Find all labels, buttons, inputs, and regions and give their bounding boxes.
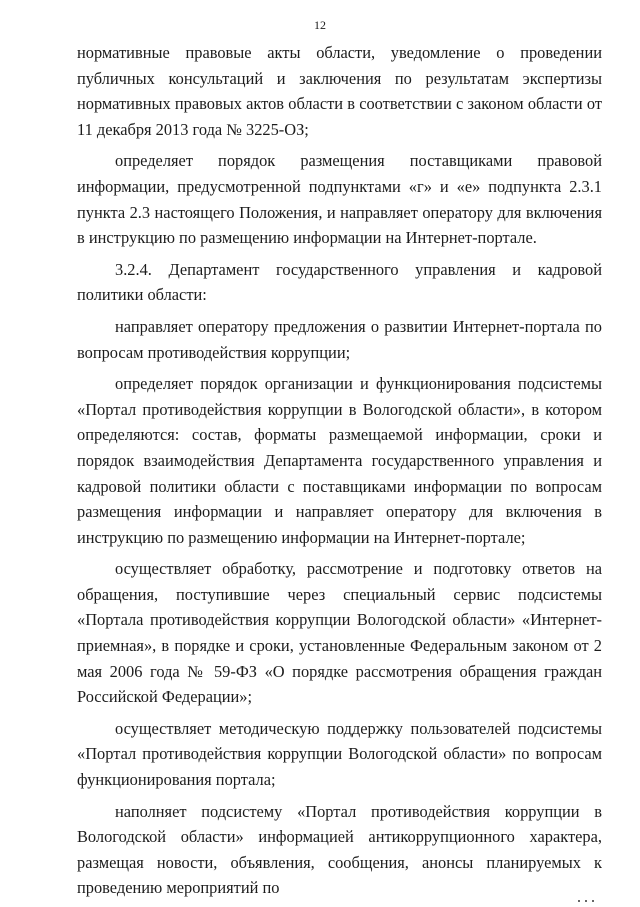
paragraph-8: наполняет подсистему «Портал противодействия коррупции в Вологодской области» информацией антикоррупционного характера, размещая новости, объявления, сообщения, анонсы планируемых к проведению мероприятий по [77, 801, 602, 898]
paragraph-7: осуществляет методическую поддержку пользователей подсистемы «Портал противодействия коррупции Вологодской области» по вопросам функционирования портала; [77, 718, 602, 790]
scan-artifact [578, 889, 602, 893]
paragraph-3-2-4-heading: 3.2.4. Департамент государственного управления и кадровой политики области: [77, 259, 602, 305]
page-number: 12 [314, 18, 326, 32]
paragraph-1: нормативные правовые акты области, уведомление о проведении публичных консультаций и заключения по результатам экспертизы нормативных правовых актов области в соответствии с законом области от 11 декабря 2013 года № 3225-ОЗ; [77, 43, 602, 139]
paragraph-5: определяет порядок организации и функционирования подсистемы «Портал противодействия коррупции в Вологодской области», в котором определяются: состав, форматы размещаемой информации, сроки и порядок взаимодействия Департамента государственного управления и кадровой политики области с поставщиками информации по вопросам размещения информации и направляет оператору для включения в инструкцию по размещению информации на Интернет-портале; [77, 374, 602, 547]
document-body [77, 40, 602, 907]
paragraph-2: определяет порядок размещения поставщиками правовой информации, предусмотренной подпунктами «г» и «е» подпункта 2.3.1 пункта 2.3 настоящего Положения, и направляет оператору для включения в инструкцию по размещению информации на Интернет-портале. [77, 151, 602, 248]
paragraph-4: направляет оператору предложения о развитии Интернет-портала по вопросам противодействия коррупции; [77, 316, 602, 362]
paragraph-6: осуществляет обработку, рассмотрение и подготовку ответов на обращения, поступившие через специальный сервис подсистемы «Портала противодействия коррупции Вологодской области» «Интернет-приемная», в порядке и сроки, установленные Федеральным законом от 2 мая 2006 года № 59-ФЗ «О порядке рассмотрения обращения граждан Российской Федерации»; [77, 559, 602, 707]
